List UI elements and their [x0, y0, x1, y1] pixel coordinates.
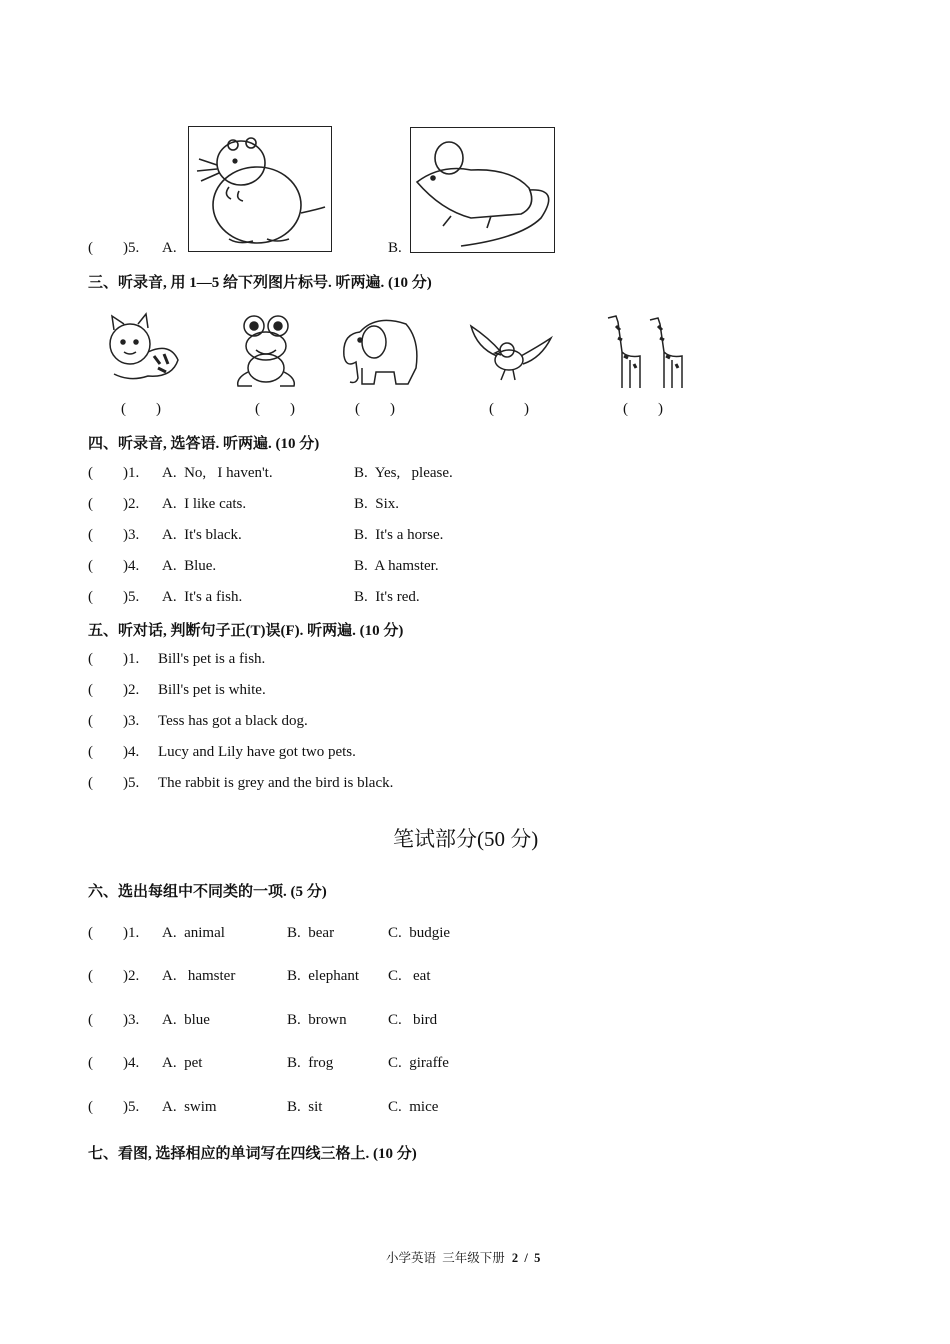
cat-picture — [100, 312, 185, 390]
s4-q1-option-b: B. Yes, please. — [354, 465, 453, 481]
s5-q2-text: Bill's pet is white. — [158, 682, 266, 698]
footer-page-number: 2 / 5 — [511, 1251, 541, 1265]
s4-q4-option-b: B. A hamster. — [354, 558, 439, 574]
bird-icon — [467, 312, 553, 390]
s6-q2-option-b: B. elephant — [287, 968, 360, 984]
s6-q4-option-c: C. giraffe — [388, 1055, 449, 1071]
hamster-picture — [188, 126, 332, 252]
section3-paren-4: ( ) — [489, 401, 529, 417]
s4-q1-option-a: A. No, I haven't. — [162, 465, 273, 481]
written-part-title: 笔试部分(50 分) — [393, 827, 539, 851]
s6-q2-num: ( )2. — [88, 968, 140, 984]
s6-q4-num: ( )4. — [88, 1055, 140, 1071]
giraffe-picture — [600, 312, 688, 390]
frog-icon — [234, 312, 299, 390]
s5-q3-text: Tess has got a black dog. — [158, 713, 308, 729]
giraffe-icon — [600, 312, 688, 390]
section3-paren-5: ( ) — [623, 401, 663, 417]
s4-q3-num: ( )3. — [88, 527, 140, 543]
s6-q5-option-b: B. sit — [287, 1099, 323, 1115]
s4-q2-option-a: A. I like cats. — [162, 496, 247, 512]
s6-q3-num: ( )3. — [88, 1012, 140, 1028]
section3-paren-3: ( ) — [355, 401, 395, 417]
s4-q1-num: ( )1. — [88, 465, 140, 481]
s5-q1-text: Bill's pet is a fish. — [158, 651, 266, 667]
section3-paren-1: ( ) — [121, 401, 161, 417]
s5-q5-text: The rabbit is grey and the bird is black. — [158, 775, 394, 791]
mouse-icon — [411, 128, 554, 252]
hamster-icon — [189, 127, 331, 251]
section5-heading: 五、听对话, 判断句子正(T)误(F). 听两遍. (10 分) — [88, 623, 404, 639]
s6-q3-option-b: B. brown — [287, 1012, 347, 1028]
s6-q1-option-b: B. bear — [287, 925, 335, 941]
bird-picture — [467, 312, 553, 390]
elephant-icon — [336, 312, 420, 390]
s6-q5-option-c: C. mice — [388, 1099, 439, 1115]
s6-q5-option-a: A. swim — [162, 1099, 217, 1115]
s5-q1-num: ( )1. — [88, 651, 140, 667]
page-footer — [386, 1248, 540, 1266]
q5-option-a-label: A. — [162, 240, 177, 256]
section3-paren-2: ( ) — [255, 401, 295, 417]
section3-heading: 三、听录音, 用 1—5 给下列图片标号. 听两遍. (10 分) — [88, 275, 432, 291]
q5-option-b-label: B. — [388, 240, 402, 256]
s6-q2-option-c: C. eat — [388, 968, 431, 984]
s4-q3-option-b: B. It's a horse. — [354, 527, 444, 543]
s6-q3-option-c: C. bird — [388, 1012, 438, 1028]
s4-q2-num: ( )2. — [88, 496, 140, 512]
s6-q1-option-c: C. budgie — [388, 925, 451, 941]
s6-q2-option-a: A. hamster — [162, 968, 236, 984]
cat-icon — [100, 312, 185, 390]
section7-heading: 七、看图, 选择相应的单词写在四线三格上. (10 分) — [88, 1146, 417, 1162]
s6-q3-option-a: A. blue — [162, 1012, 210, 1028]
s5-q2-num: ( )2. — [88, 682, 140, 698]
s6-q1-num: ( )1. — [88, 925, 140, 941]
s4-q5-option-a: A. It's a fish. — [162, 589, 243, 605]
section6-heading: 六、选出每组中不同类的一项. (5 分) — [88, 884, 327, 900]
s5-q4-text: Lucy and Lily have got two pets. — [158, 744, 356, 760]
s6-q5-num: ( )5. — [88, 1099, 140, 1115]
s6-q4-option-a: A. pet — [162, 1055, 203, 1071]
s4-q3-option-a: A. It's black. — [162, 527, 242, 543]
s4-q4-num: ( )4. — [88, 558, 140, 574]
s5-q3-num: ( )3. — [88, 713, 140, 729]
mouse-picture — [410, 127, 555, 253]
s4-q5-num: ( )5. — [88, 589, 140, 605]
elephant-picture — [336, 312, 420, 390]
footer-text: 小学英语 三年级下册 — [386, 1251, 505, 1265]
frog-picture — [234, 312, 299, 390]
s4-q5-option-b: B. It's red. — [354, 589, 420, 605]
s4-q2-option-b: B. Six. — [354, 496, 400, 512]
q5-paren: ( )5. — [88, 240, 140, 256]
s4-q4-option-a: A. Blue. — [162, 558, 217, 574]
s5-q4-num: ( )4. — [88, 744, 140, 760]
s5-q5-num: ( )5. — [88, 775, 140, 791]
s6-q4-option-b: B. frog — [287, 1055, 334, 1071]
section4-heading: 四、听录音, 选答语. 听两遍. (10 分) — [88, 436, 320, 452]
s6-q1-option-a: A. animal — [162, 925, 225, 941]
